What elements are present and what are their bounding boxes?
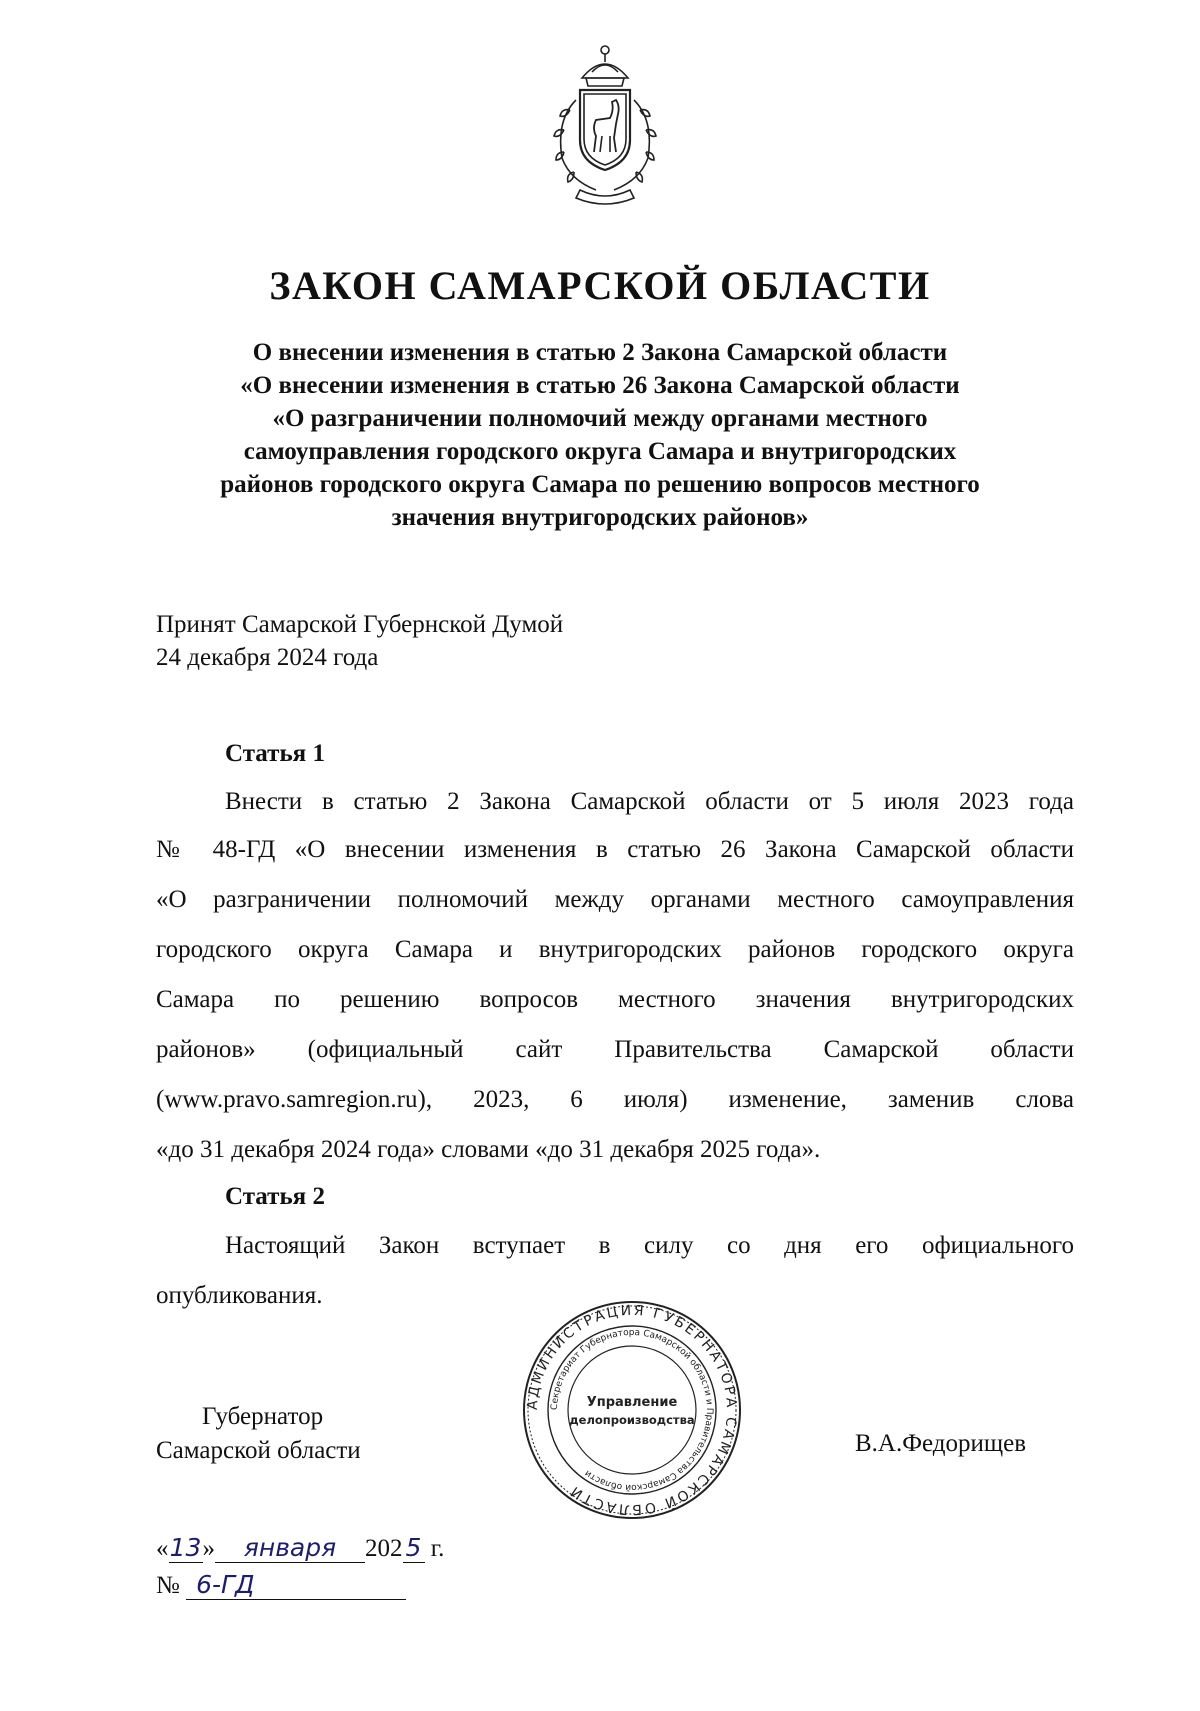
article-1-line: «О разграничении полномочий между органами местного самоуправления [156,886,1074,913]
article-2-line: Настоящий Закон вступает в силу со дня его официального [225,1232,1074,1259]
adoption-body: Принят Самарской Губернской Думой [156,611,564,638]
subtitle-line: О внесении изменения в статью 2 Закона Самарской области [252,339,948,366]
governor-title-line: Самарской области [156,1437,361,1464]
date-close-quote: » [202,1535,215,1562]
date-day: 13 [169,1533,202,1562]
svg-text:Секретариат Губернатора Самарс [550,1328,714,1492]
article-1-line: Самара по решению вопросов местного значения внутригородских [156,986,1074,1013]
article-1-line: «до 31 декабря 2024 года» словами «до 31 декабря 2025 года». [156,1136,821,1163]
subtitle-line: районов городского округа Самара по решению вопросов местного [220,471,980,498]
stamp-center-line: Управление [586,1395,678,1410]
law-number [156,1570,406,1600]
governor-title-line: Губернатор [202,1403,324,1430]
date-suffix: г. [430,1535,445,1562]
subtitle-line: самоуправления городского округа Самара и внутригородских [243,438,957,465]
date-month: января [215,1533,365,1563]
article-1-line: районов» (официальный сайт Правительства Самарской области [156,1036,1074,1063]
stamp-center-line: делопроизводства [569,1413,695,1427]
stamp-outer-text: АДМИНИСТРАЦИЯ ГУБЕРНАТОРА САМАРСКОЙ ОБЛАСТИ [524,1302,740,1518]
subtitle-line: «О разграничении полномочий между органами местного [272,405,928,432]
official-stamp [520,1298,744,1522]
article-1-line: (www.pravo.samregion.ru), 2023, 6 июля) изменение, заменив слова [156,1086,1074,1113]
coat-of-arms-emblem [530,40,680,210]
article-1-line: городского округа Самара и внутригородских районов городского округа [156,936,1074,963]
article-1-line: Внести в статью 2 Закона Самарской области от 5 июля 2023 года [225,788,1074,815]
date-open-quote: « [156,1535,169,1562]
law-title: ЗАКОН САМАРСКОЙ ОБЛАСТИ [269,263,931,308]
signing-date [156,1533,444,1563]
governor-name: В.А.Федорищев [855,1430,1026,1457]
stamp-inner-text: Секретариат Губернатора Самарской области и Правительства Самарской области [549,1327,715,1493]
number-value: 6-ГД [186,1570,406,1600]
article-1-heading: Статья 1 [225,740,325,767]
subtitle-line: «О внесении изменения в статью 26 Закона Самарской области [240,372,960,399]
article-1-line: № 48-ГД «О внесении изменения в статью 26 Закона Самарской области [156,836,1074,863]
adoption-date: 24 декабря 2024 года [156,644,379,671]
article-2-heading: Статья 2 [225,1183,325,1210]
number-label: № [156,1572,180,1599]
adoption-note [156,608,563,674]
law-subtitle [150,336,1050,534]
subtitle-line: значения внутригородских районов» [391,504,809,531]
date-year-digit: 5 [403,1533,425,1563]
article-2-line: опубликования. [156,1282,323,1309]
date-year-prefix: 202 [365,1535,403,1562]
governor-title [156,1400,361,1468]
